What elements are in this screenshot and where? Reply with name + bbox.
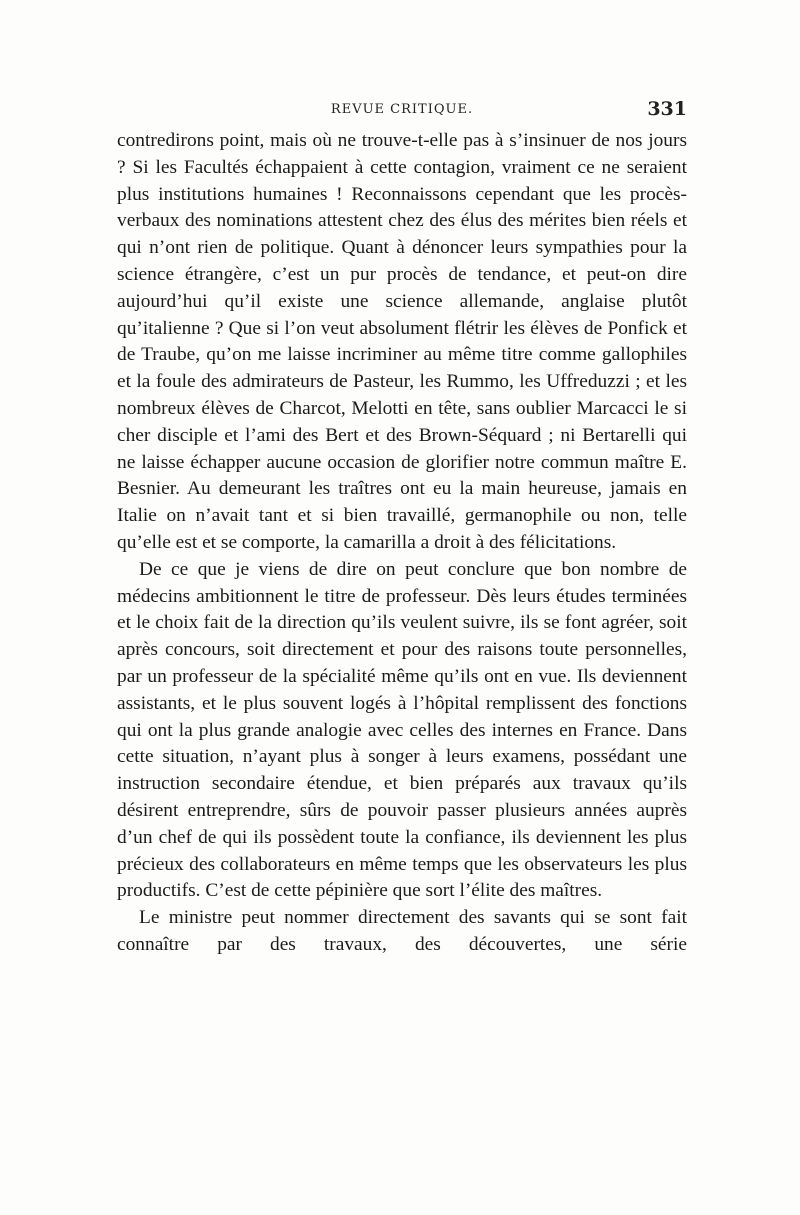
body-text [117, 128, 687, 959]
paragraph-3: Le ministre peut nommer directement des savants qui se sont fait connaître par des travaux, des découvertes, une série [117, 907, 687, 955]
page-header [117, 98, 687, 122]
running-title: REVUE CRITIQUE. [330, 102, 474, 117]
paragraph-2: De ce que je viens de dire on peut conclure que bon nombre de médecins ambitionnent le titre de professeur. Dès leurs études terminées et le choix fait de la direction qu’ils veulent suivre, ils se font agréer, soit après concours, soit directement et pour des raisons toute personnelles, par un professeur de la spécialité même qu’ils ont en vue. Ils deviennent assistants, et le plus souvent logés à l’hôpital remplissent des fonctions qui ont la plus grande analogie avec celles des internes en France. Dans cette situation, n’ayant plus à songer à leurs examens, possédant une instruction secondaire étendue, et bien préparés aux travaux qu’ils désirent entreprendre, sûrs de pouvoir passer plusieurs années auprès d’un chef de qui ils possèdent toute la confiance, ils deviennent les plus précieux des collaborateurs en même temps que les observateurs les plus productifs. C’est de cette pépinière que sort l’élite des maîtres. [117, 558, 687, 902]
page-number: 331 [647, 98, 687, 120]
paragraph-1: contredirons point, mais où ne trouve-t-elle pas à s’insinuer de nos jours ? Si les Facultés échappaient à cette contagion, vraiment ce ne seraient plus institutions humaines ! Reconnaissons cependant que les procès-verbaux des nominations attestent chez des élus des mérites bien réels et qui n’ont rien de politique. Quant à dénoncer leurs sympathies pour la science étrangère, c’est un pur procès de tendance, et peut-on dire aujourd’hui qu’il existe une science allemande, anglaise plutôt qu’italienne ? Que si l’on veut absolument flétrir les élèves de Ponfick et de Traube, qu’on me laisse incriminer au même titre comme gallophiles et la foule des admirateurs de Pasteur, les Rummo, les Uffreduzzi ; et les nombreux élèves de Charcot, Melotti en tête, sans oublier Marcacci le si cher disciple et l’ami des Bert et des Brown-Séquard ; ni Bertarelli qui ne laisse échapper aucune occasion de glorifier notre commun maître E. Besnier. Au demeurant les traîtres ont eu la main heureuse, jamais en Italie on n’avait tant et si bien travaillé, germanophile ou non, telle qu’elle est et se comporte, la camarilla a droit à des félicitations. [117, 130, 687, 553]
